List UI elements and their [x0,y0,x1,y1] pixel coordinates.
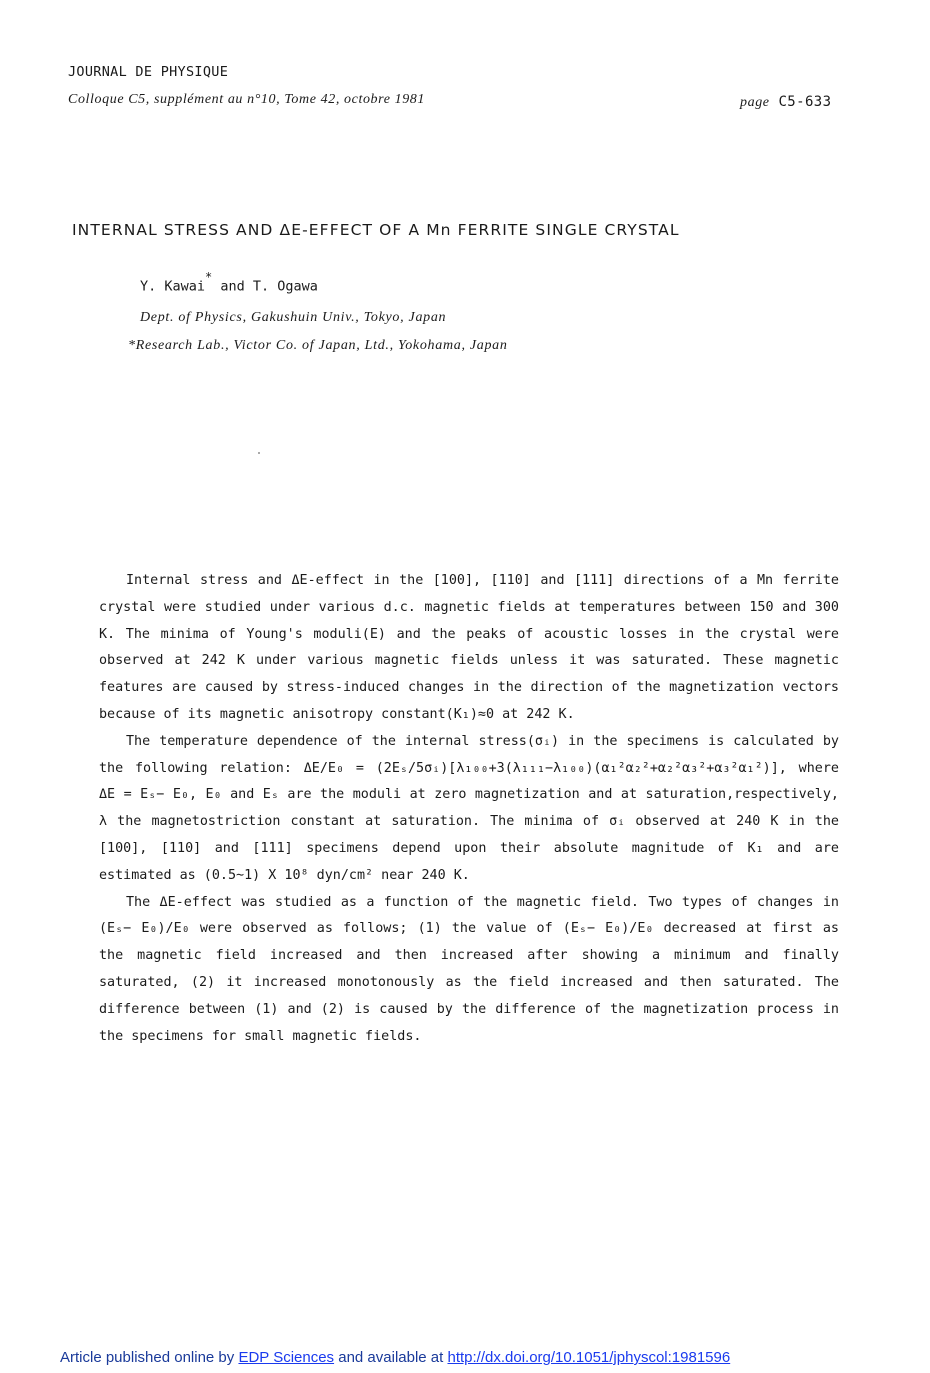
paragraph-2: The temperature dependence of the internal stress(σᵢ) in the specimens is calculated by the following relation: ΔE/E₀ = (2Eₛ/5σᵢ)[λ₁₀₀+3(λ₁₁₁−λ₁₀₀)(α₁²α₂²+α₂²α₃²+α₃²α₁²)], where ΔE = Eₛ− E₀, E₀ and Eₛ are the moduli at zero magnetization and at saturation,respectively, λ the magnetostriction constant at saturation. The minima of σᵢ observed at 240 K in the [100], [110] and [111] specimens depend upon their absolute magnitude of K₁ and are estimated as (0.5∼1) X 10⁸ dyn/cm² near 240 K. [99,733,839,883]
affiliation-2-text: Research Lab., Victor Co. of Japan, Ltd., Yokohama, Japan [135,338,508,353]
paragraph-3: The ΔE-effect was studied as a function of the magnetic field. Two types of changes in (Eₛ− E₀)/E₀ were observed as follows; (1) the value of (Eₛ− E₀)/E₀ decreased at first as the magnetic field increased and then increased after showing a minimum and finally saturated, (2) it increased monotonously as the field increased and then saturated. The difference between (1) and (2) is caused by the difference of the magnetization process in the specimens for small magnetic fields. [99,894,839,1044]
author-1-mark: * [205,270,213,284]
page-label: page [740,95,770,110]
affiliation-2-mark: * [128,338,136,353]
speck [258,452,260,454]
affiliation-2 [128,338,508,354]
footer [60,1349,730,1366]
abstract-body [99,568,839,1050]
paper-title: INTERNAL STRESS AND ΔE-EFFECT OF A Mn FERRITE SINGLE CRYSTAL [72,221,680,239]
doi-link[interactable]: http://dx.doi.org/10.1051/jphyscol:1981596 [447,1349,731,1366]
page-number [740,94,831,111]
author-2: and T. Ogawa [212,278,318,295]
publisher-link[interactable]: EDP Sciences [238,1349,335,1366]
authors [140,270,318,295]
author-1: Y. Kawai [140,278,206,295]
footer-prefix: Article published online by [60,1349,239,1366]
affiliation-1: Dept. of Physics, Gakushuin Univ., Tokyo, Japan [140,310,447,325]
page-number-value: C5-633 [778,94,832,110]
journal-name: JOURNAL DE PHYSIQUE [68,64,229,80]
footer-middle: and available at [334,1349,448,1366]
colloque-info: Colloque C5, supplément au n°10, Tome 42, octobre 1981 [68,92,426,107]
paragraph-1: Internal stress and ΔE-effect in the [100], [110] and [111] directions of a Mn ferrite crystal were studied under various d.c. magnetic fields at temperatures between 150 and 300 K. The minima of Young's moduli(E) and the peaks of acoustic losses in the crystal were observed at 242 K under various magnetic fields unless it was saturated. These magnetic features are caused by stress-induced changes in the direction of the magnetization vectors because of its magnetic anisotropy constant(K₁)≈0 at 242 K. [99,573,839,722]
